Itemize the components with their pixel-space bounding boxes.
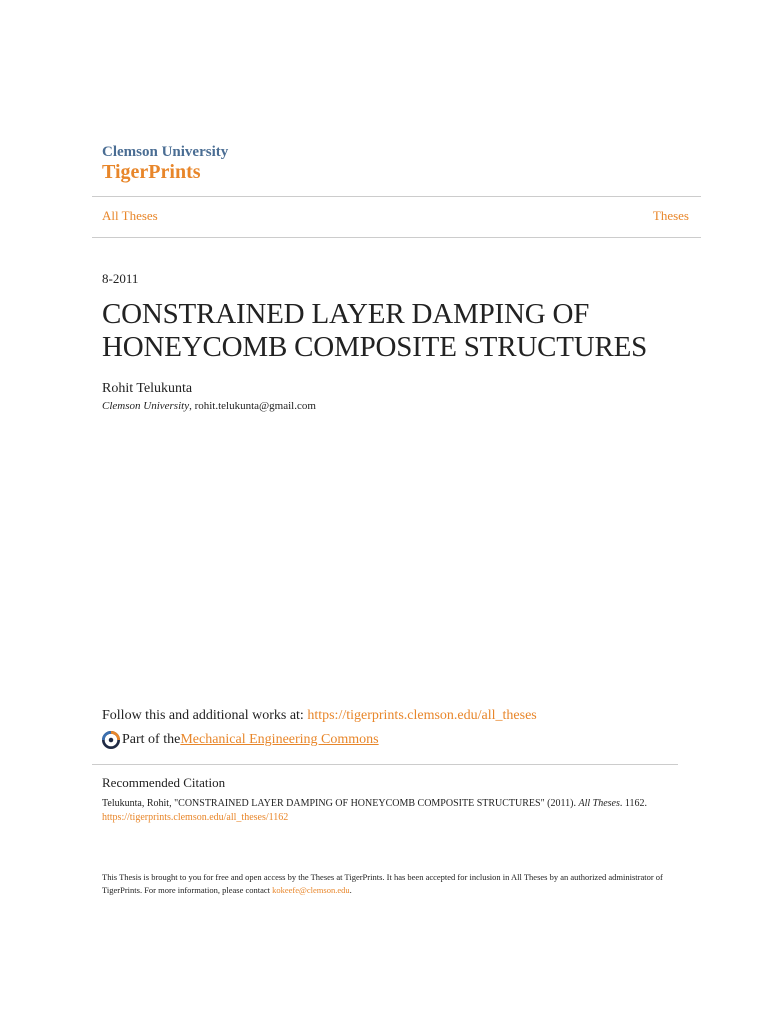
- document-title: CONSTRAINED LAYER DAMPING OF HONEYCOMB COMPOSITE STRUCTURES: [102, 298, 648, 363]
- organization-name: Clemson University: [102, 144, 229, 160]
- access-notice-text: This Thesis is brought to you for free and open access by the Theses at TigerPrints. It has been accepted for inclusion in All Theses by an authorized administrator of TigerPrints. For more information, please contact: [102, 872, 663, 895]
- all-theses-link[interactable]: All Theses: [102, 208, 158, 223]
- commons-network-icon: [102, 731, 120, 749]
- citation-heading: Recommended Citation: [102, 775, 226, 790]
- all-theses-url-link[interactable]: https://tigerprints.clemson.edu/all_theses: [307, 708, 537, 723]
- citation-url-link[interactable]: https://tigerprints.clemson.edu/all_theses/1162: [102, 812, 289, 823]
- citation-block: [102, 797, 662, 825]
- theses-link[interactable]: Theses: [652, 208, 689, 223]
- affiliation-name: Clemson University: [102, 400, 190, 412]
- citation-number: . 1162.: [619, 798, 648, 809]
- author-name: Rohit Telukunta: [102, 381, 193, 396]
- part-of-line: [102, 731, 379, 749]
- access-notice: [102, 871, 672, 897]
- follow-label: Follow this and additional works at:: [102, 708, 308, 723]
- top-divider: [92, 196, 701, 197]
- citation-series: All Theses: [578, 798, 620, 809]
- access-notice-end: .: [349, 885, 352, 895]
- citation-divider: [92, 764, 678, 765]
- contact-email-link[interactable]: kokeefe@clemson.edu: [272, 885, 350, 895]
- author-email: , rohit.telukunta@gmail.com: [189, 400, 316, 412]
- nav-divider: [92, 237, 701, 238]
- citation-text: Telukunta, Rohit, "CONSTRAINED LAYER DAMPING OF HONEYCOMB COMPOSITE STRUCTURES" (2011).: [102, 798, 579, 809]
- mechanical-engineering-commons-link[interactable]: Mechanical Engineering Commons: [180, 732, 379, 747]
- part-of-label: Part of the: [122, 732, 181, 747]
- author-affiliation: [102, 400, 316, 412]
- repository-name[interactable]: TigerPrints: [102, 161, 201, 183]
- publication-date: 8-2011: [102, 271, 139, 286]
- follow-line: [102, 708, 537, 724]
